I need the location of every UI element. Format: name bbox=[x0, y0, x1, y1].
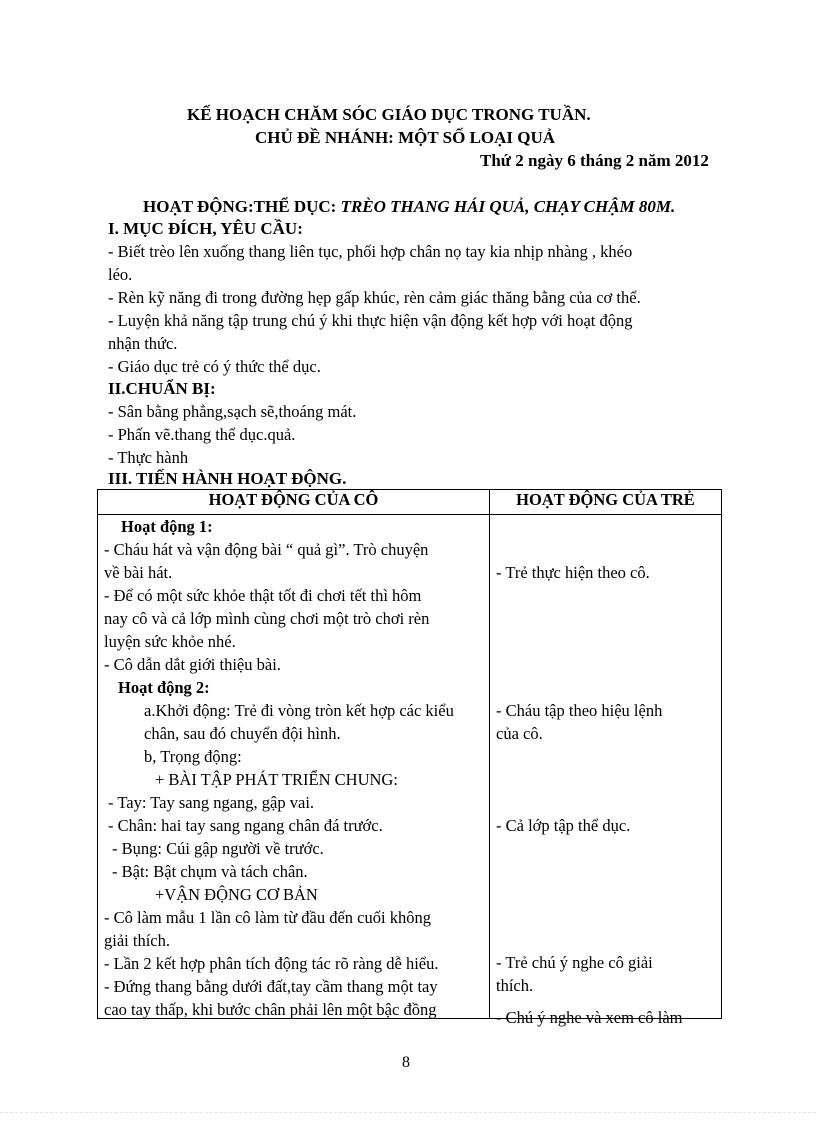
teacher-line: Hoạt động 2: bbox=[118, 678, 210, 697]
section2-line: - Thực hành bbox=[108, 448, 189, 467]
teacher-line: b, Trọng động: bbox=[144, 747, 242, 766]
section1-line: - Rèn kỹ năng đi trong đường hẹp gấp khúc, rèn cảm giác thăng bằng của cơ thể. bbox=[108, 288, 641, 307]
teacher-activities-cell bbox=[98, 515, 490, 1019]
teacher-line: a.Khởi động: Trẻ đi vòng tròn kết hợp các kiểu bbox=[144, 701, 454, 720]
teacher-line: - Bụng: Cúi gập người về trước. bbox=[112, 839, 324, 858]
section1-heading: I. MỤC ĐÍCH, YÊU CẦU: bbox=[108, 219, 303, 238]
teacher-line: luyện sức khỏe nhé. bbox=[104, 632, 236, 651]
section1-line: nhận thức. bbox=[108, 334, 178, 353]
teacher-line: về bài hát. bbox=[104, 563, 173, 582]
teacher-line: - Tay: Tay sang ngang, gập vai. bbox=[108, 793, 315, 812]
teacher-line: - Đứng thang bằng dưới đất,tay cầm thang một tay bbox=[104, 977, 438, 996]
teacher-line: - Chân: hai tay sang ngang chân đá trước. bbox=[108, 816, 383, 835]
teacher-line: chân, sau đó chuyển đội hình. bbox=[144, 724, 341, 743]
teacher-line: +VẬN ĐỘNG CƠ BẢN bbox=[155, 885, 318, 904]
activity-label: HOẠT ĐỘNG:THỂ DỤC: bbox=[143, 197, 341, 216]
table-header-row bbox=[98, 490, 722, 515]
child-line: của cô. bbox=[496, 724, 543, 743]
teacher-line: - Cô làm mẫu 1 lần cô làm từ đầu đến cuối không bbox=[104, 908, 431, 927]
child-line: - Chú ý nghe và xem cô làm bbox=[496, 1008, 683, 1027]
section2-line: - Phấn vẽ.thang thể dục.quả. bbox=[108, 425, 296, 444]
document-date: Thứ 2 ngày 6 tháng 2 năm 2012 bbox=[480, 151, 709, 170]
page-number: 8 bbox=[402, 1054, 410, 1071]
teacher-line: - Để có một sức khỏe thật tốt đi chơi tết thì hôm bbox=[104, 586, 422, 605]
table-row bbox=[98, 515, 722, 1019]
document-title-line2: CHỦ ĐỀ NHÁNH: MỘT SỐ LOẠI QUẢ bbox=[255, 128, 556, 147]
page-bottom-divider bbox=[0, 1112, 816, 1113]
child-line: - Cháu tập theo hiệu lệnh bbox=[496, 701, 663, 720]
teacher-line: - Bật: Bật chụm và tách chân. bbox=[112, 862, 308, 881]
teacher-line: - Lần 2 kết hợp phân tích động tác rõ ràng dễ hiểu. bbox=[104, 954, 439, 973]
section2-line: - Sân bằng phẳng,sạch sẽ,thoáng mát. bbox=[108, 402, 357, 421]
section1-line: - Luyện khả năng tập trung chú ý khi thực hiện vận động kết hợp với hoạt động bbox=[108, 311, 633, 330]
child-line: - Trẻ chú ý nghe cô giải bbox=[496, 953, 653, 972]
teacher-column-header: HOẠT ĐỘNG CỦA CÔ bbox=[98, 490, 490, 515]
child-line: - Cả lớp tập thể dục. bbox=[496, 816, 631, 835]
activity-name: TRÈO THANG HÁI QUẢ, CHẠY CHẬM 80M. bbox=[340, 197, 676, 216]
teacher-line: + BÀI TẬP PHÁT TRIỂN CHUNG: bbox=[155, 770, 398, 789]
child-line: thích. bbox=[496, 976, 534, 995]
teacher-line: cao tay thấp, khi bước chân phải lên một bậc đồng bbox=[104, 1000, 437, 1019]
child-line: - Trẻ thực hiện theo cô. bbox=[496, 563, 650, 582]
section3-heading: III. TIẾN HÀNH HOẠT ĐỘNG. bbox=[108, 469, 347, 488]
teacher-line: giải thích. bbox=[104, 931, 170, 950]
teacher-line: Hoạt động 1: bbox=[121, 517, 213, 536]
activity-table bbox=[97, 489, 722, 1027]
teacher-line: - Cô dẫn dắt giới thiệu bài. bbox=[104, 655, 281, 674]
teacher-line: - Cháu hát và vận động bài “ quả gì”. Trò chuyện bbox=[104, 540, 429, 559]
document-title-line1: KẾ HOẠCH CHĂM SÓC GIÁO DỤC TRONG TUẦN. bbox=[187, 105, 591, 124]
section2-heading: II.CHUẨN BỊ: bbox=[108, 379, 216, 398]
section1-line: léo. bbox=[108, 265, 133, 284]
teacher-line: nay cô và cả lớp mình cùng chơi một trò chơi rèn bbox=[104, 609, 430, 628]
section1-line: - Giáo dục trẻ có ý thức thể dục. bbox=[108, 357, 321, 376]
section1-line: - Biết trèo lên xuống thang liên tục, phối hợp chân nọ tay kia nhịp nhàng , khéo bbox=[108, 242, 633, 261]
activity-heading bbox=[143, 197, 675, 217]
child-activities-cell bbox=[490, 515, 722, 1027]
child-column-header: HOẠT ĐỘNG CỦA TRẺ bbox=[490, 490, 722, 515]
